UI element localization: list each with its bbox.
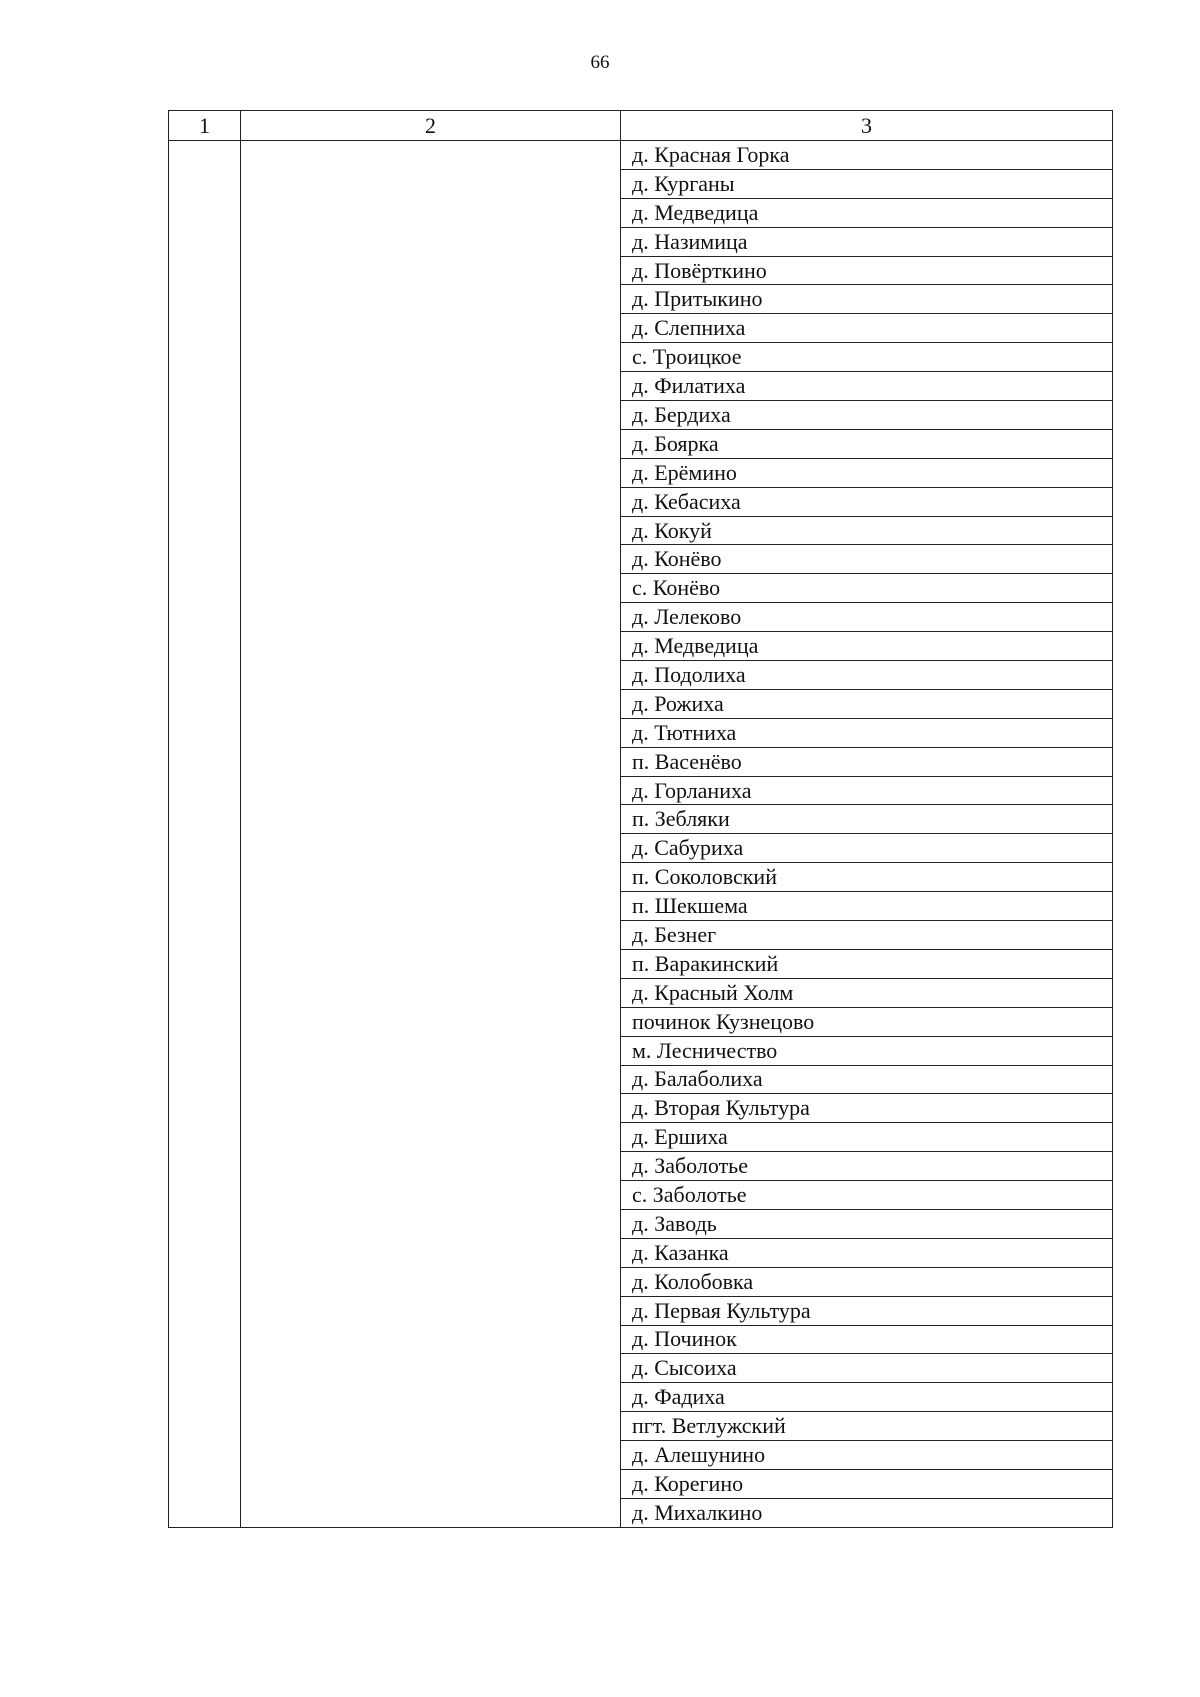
settlement-name-cell: д. Горланиха (621, 776, 1113, 805)
settlement-name-cell: п. Зебляки (621, 805, 1113, 834)
settlement-name-cell: починок Кузнецово (621, 1007, 1113, 1036)
settlement-name-cell: д. Курганы (621, 169, 1113, 198)
settlements-table (168, 110, 1113, 1528)
column-1-cell (169, 141, 241, 1528)
settlement-name-cell: п. Варакинский (621, 949, 1113, 978)
settlement-name-cell: д. Бердиха (621, 401, 1113, 430)
settlement-name-cell: д. Заболотье (621, 1152, 1113, 1181)
settlement-name-cell: с. Троицкое (621, 343, 1113, 372)
table-header (169, 111, 1113, 141)
header-col-1: 1 (169, 111, 241, 141)
settlement-name-cell: д. Подолиха (621, 661, 1113, 690)
settlement-name-cell: д. Красная Горка (621, 141, 1113, 170)
settlement-name-cell: д. Безнег (621, 921, 1113, 950)
settlement-name-cell: д. Корегино (621, 1469, 1113, 1498)
table-body (169, 141, 1113, 1528)
settlement-name-cell: д. Сысоиха (621, 1354, 1113, 1383)
settlement-name-cell: д. Лелеково (621, 603, 1113, 632)
settlement-name-cell: д. Заводь (621, 1209, 1113, 1238)
settlement-name-cell: с. Конёво (621, 574, 1113, 603)
table-row (169, 141, 1113, 170)
settlement-name-cell: д. Красный Холм (621, 978, 1113, 1007)
settlement-name-cell: д. Кокуй (621, 516, 1113, 545)
settlement-name-cell: д. Ершиха (621, 1123, 1113, 1152)
header-col-3: 3 (621, 111, 1113, 141)
page-number: 66 (590, 52, 610, 73)
settlement-name-cell: д. Ерёмино (621, 458, 1113, 487)
settlement-name-cell: д. Назимица (621, 227, 1113, 256)
settlement-name-cell: д. Колобовка (621, 1267, 1113, 1296)
settlement-name-cell: д. Конёво (621, 545, 1113, 574)
settlement-name-cell: д. Тютниха (621, 718, 1113, 747)
settlement-name-cell: п. Соколовский (621, 863, 1113, 892)
settlement-name-cell: д. Балаболиха (621, 1065, 1113, 1094)
settlement-name-cell: д. Михалкино (621, 1498, 1113, 1527)
header-col-2: 2 (241, 111, 621, 141)
settlement-name-cell: д. Алешунино (621, 1441, 1113, 1470)
settlement-name-cell: д. Починок (621, 1325, 1113, 1354)
settlement-name-cell: д. Рожиха (621, 689, 1113, 718)
settlement-name-cell: д. Повёрткино (621, 256, 1113, 285)
settlement-name-cell: д. Сабуриха (621, 834, 1113, 863)
settlement-name-cell: д. Боярка (621, 429, 1113, 458)
settlement-name-cell: д. Медведица (621, 198, 1113, 227)
settlement-name-cell: д. Вторая Культура (621, 1094, 1113, 1123)
settlement-name-cell: д. Филатиха (621, 372, 1113, 401)
settlement-name-cell: д. Медведица (621, 632, 1113, 661)
settlement-name-cell: д. Притыкино (621, 285, 1113, 314)
settlement-name-cell: пгт. Ветлужский (621, 1412, 1113, 1441)
settlement-name-cell: д. Казанка (621, 1238, 1113, 1267)
settlement-name-cell: д. Слепниха (621, 314, 1113, 343)
settlement-name-cell: д. Фадиха (621, 1383, 1113, 1412)
settlement-name-cell: д. Первая Культура (621, 1296, 1113, 1325)
header-row (169, 111, 1113, 141)
settlement-name-cell: с. Заболотье (621, 1181, 1113, 1210)
settlement-name-cell: м. Лесничество (621, 1036, 1113, 1065)
column-2-cell (241, 141, 621, 1528)
settlement-name-cell: п. Васенёво (621, 747, 1113, 776)
settlement-name-cell: д. Кебасиха (621, 487, 1113, 516)
settlement-name-cell: п. Шекшема (621, 892, 1113, 921)
